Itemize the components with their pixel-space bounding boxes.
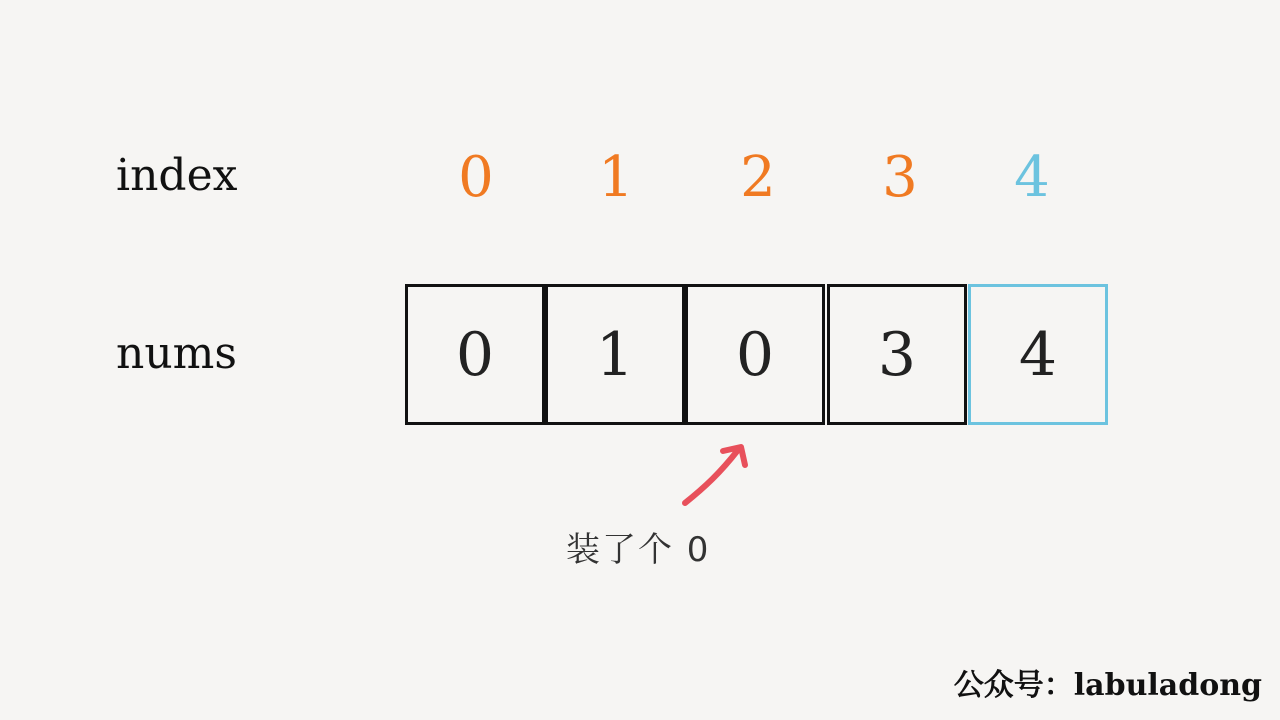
index-number-0: 0 [458,145,494,210]
array-cell-2: 0 [685,284,825,425]
array-cell-0: 0 [405,284,545,425]
watermark [954,660,1262,704]
array-cell-1: 1 [545,284,685,425]
index-row-label: index [116,150,238,201]
index-number-4: 4 [1014,145,1050,210]
arrow-shaft [685,450,738,503]
array-cell-3: 3 [827,284,967,425]
index-number-2: 2 [740,145,776,210]
nums-row-label: nums [116,328,237,379]
watermark-prefix: 公众号： [953,668,1074,703]
index-number-1: 1 [598,145,634,210]
watermark-brand: labuladong [1073,668,1262,703]
arrow-up-right-icon [675,435,765,515]
index-number-3: 3 [882,145,918,210]
annotation-text: 装了个 0 [566,530,711,570]
array-cell-4: 4 [968,284,1108,425]
